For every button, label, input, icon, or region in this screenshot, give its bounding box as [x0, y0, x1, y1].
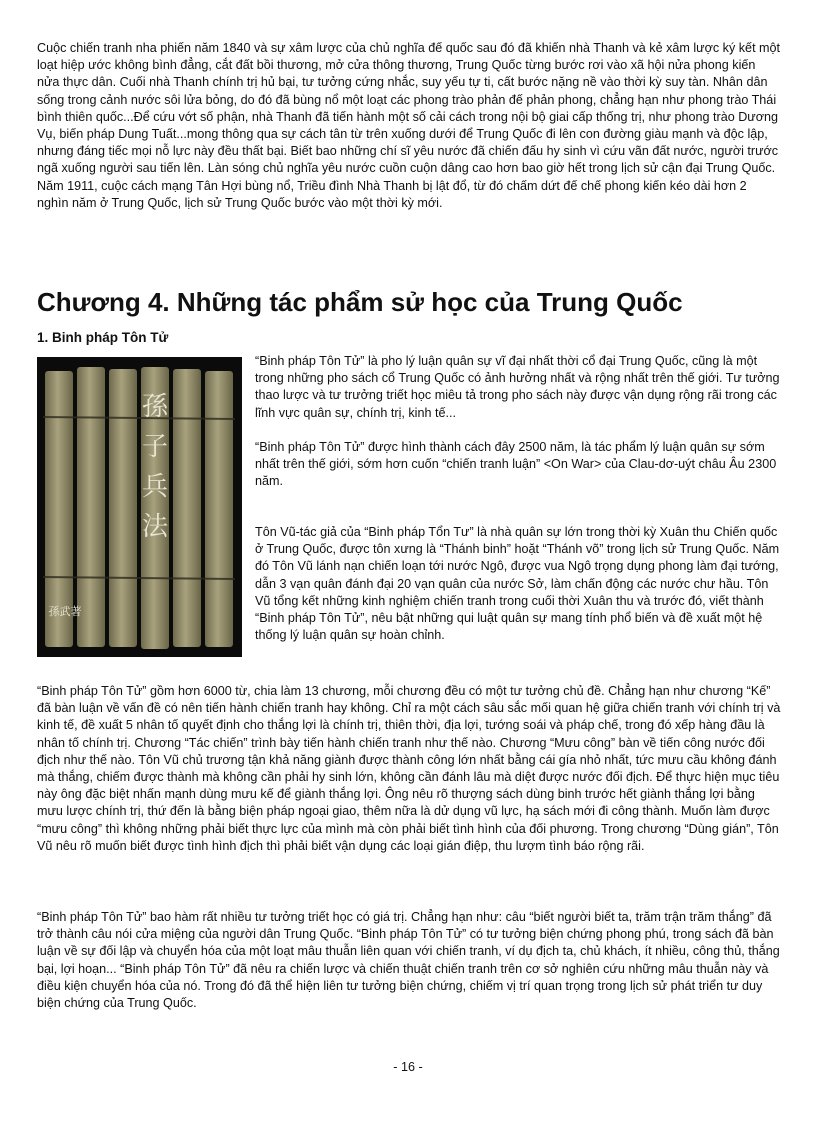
figure-char-2: 子	[141, 432, 169, 462]
side-paragraph: Tôn Vũ-tác giả của “Binh pháp Tổn Tư” là nhà quân sự lớn trong thời kỳ Xuân thu Chiến quốc ở Trung Quốc, được tôn xưng là “Thánh binh” hoặt “Thánh võ” trong lịch sử Trung Quốc. Năm đó Tôn Vũ lánh nạn chiến loạn tới nước Ngô, được vua Ngô trọng dụng phong làm đại tướng, dẫn 3 vạn quân đánh đại 20 vạn quân của nước Sở, làm chấn động các nước chư hầu. Tôn Vũ tổng kết những kinh nghiệm chiến tranh trong cuối thời Xuân thu và trước đó, viết thành “Binh pháp Tôn Tử”, nêu bật những qui luật quân sự mang tính phổ biến và đề xuất một hệ thống lý luận quân sự hoàn chỉnh.	[255, 525, 780, 643]
side-paragraph: “Binh pháp Tôn Tử” được hình thành cách đây 2500 năm, là tác phẩm lý luận quân sự sớm nhất trên thế giới, sớm hơn cuốn “chiến tranh luận” <On War> của Clau-dơ-uýt châu Âu 2300 năm.	[255, 440, 777, 489]
figure-caption: 孫武著	[48, 605, 82, 618]
figure-char-1: 孫	[141, 392, 169, 422]
body-paragraph: “Binh pháp Tôn Tử” bao hàm rất nhiều tư tưởng triết học có giá trị. Chẳng hạn như: câu “biết người biết ta, trăm trận trăm thắng” đã trở thành câu nói cửa miệng của người dân Trung Quốc. “Binh pháp Tôn Tử” có tư tưởng biện chứng phong phú, trong sách đã bàn luận về sự đối lập và chuyển hóa của một loạt mâu thuẫn liên quan với chiến tranh, ví dụ địch ta, chủ khách, ít nhiều, công thủ, thắng bại, lợi hoạn... “Binh pháp Tôn Tử” đã nêu ra chiến lược và chiến thuật chiến tranh trên cơ sở nghiên cứu những mâu thuẫn này và điều kiện chuyển hóa của nó. Trong đó đã thể hiện liên tư tưởng biện chứng, chiếm vị trí quan trọng trong lịch sử phát triển tư duy biện chứng của Trung Quốc.	[37, 910, 780, 1011]
figure-char-3: 兵	[141, 472, 169, 502]
body-paragraph: “Binh pháp Tôn Tử” gồm hơn 6000 từ, chia làm 13 chương, mỗi chương đều có một tư tưởng chủ đề. Chẳng hạn như chương “Kế” đã bàn luận về vấn đề có nên tiến hành chiến tranh hay không. Chỉ ra một cách sâu sắc mối quan hệ giữa chiến tranh với chính trị và kinh tế, đề xuất 5 nhân tố quyết định cho thắng lợi là chính trị, thiên thời, địa lợi, tướng soái và pháp chế, trong đó xếp hàng đầu là nhân tố chính trị. Chương “Tác chiến” trình bày tiến hành chiến tranh như thế nào. Chương “Mưu công” bàn về tiến công nước đối địch như thế nào. Tôn Vũ chủ trương tận khả năng giành được thành công lớn nhất bằng cái gía nhỏ nhất, tức mưu cầu không đánh mà thắng, chiếm được thành mà không cần phải hy sinh lớn, không cần đánh lâu mà diệt được nước đối địch. Để thực hiện mục tiêu này ông đặc biệt nhấn mạnh dùng mưu kế để giành thắng lợi. Ông nêu rõ thượng sách dùng binh trước hết giành thắng lợi bằng mưu lược chính trị, thứ đến là bằng biện pháp ngoại giao, thêm nữa là dử dụng vũ lực, hạ sách mới đi công thành. Muốn làm được “mưu công” thì không những phải biết thực lực của mình mà còn phải biết tình hình của đối phương. Trong chương “Dùng gián”, Tôn Vũ nêu rõ muốn biết được tình hình địch thì phải biết vận dụng các loại gián điệp, thu lượm tình báo rộng rãi.	[37, 684, 781, 853]
section-heading: 1. Binh pháp Tôn Tử	[37, 330, 169, 345]
page-number: - 16 -	[393, 1060, 423, 1074]
intro-paragraph: Cuộc chiến tranh nha phiến năm 1840 và sự xâm lược của chủ nghĩa đế quốc sau đó đã khiến nhà Thanh và kẻ xâm lược ký kết một loạt hiệp ước không bình đẳng, cắt đất bồi thương, mở cửa thông thương, Trung Quốc từng bước rơi vào xã hội nửa phong kiến nửa thực dân. Cuối nhà Thanh chính trị hủ bại, tư tưởng cứng nhắc, suy yếu tự ti, cất bước nặng nề vào thời kỳ suy tàn. Nhân dân sống trong cảnh nước sôi lửa bỏng, do đó đã bùng nổ một loạt các phong trào phản đế phản phong, chẳng hạn như phong trào Thái bình thiên quốc...Để cứu vớt số phận, nhà Thanh đã tiến hành một số cải cách trong nội bộ giai cấp thống trị, như phong trào Dương Vụ, biến pháp Dung Tuất...mong thông qua sự cách tân từ trên xuống dưới để Trung Quốc đi lên con đường giàu mạnh và độc lập, nhưng đáng tiếc mọi nỗ lực này đều thất bại. Biết bao những chí sĩ yêu nước đã chiến đấu hy sinh vì cứu vãn đất nước, người trước ngã xuống người sau tiến lên. Làn sóng chủ nghĩa yêu nước cuồn cuộn dâng cao hơn bao giờ hết trong lịch sử cận đại Trung Quốc. Năm 1911, cuộc cách mạng Tân Hợi bùng nổ, Triều đình Nhà Thanh bị lật đổ, từ đó chấm dứt đế chế phong kiến kéo dài hơn 2 nghìn năm ở Trung Quốc, lịch sử Trung Quốc bước vào một thời kỳ mới.	[37, 41, 781, 210]
side-paragraph: “Binh pháp Tôn Tử” là pho lý luận quân sự vĩ đại nhất thời cổ đại Trung Quốc, cũng là một trong những pho sách cổ Trung Quốc có ảnh hưởng nhất và rộng nhất trên thế giới. Tư tưởng thao lược và tư trưởng triết học miêu tả trong pho sách này được vận dụng rộng rãi trong các lĩnh vực quân sự, chính trị, kinh tế...	[255, 354, 780, 420]
bamboo-slips-image	[37, 357, 242, 657]
figure-char-4: 法	[141, 512, 169, 542]
chapter-title: Chương 4. Những tác phẩm sử học của Trung Quốc	[37, 287, 683, 317]
